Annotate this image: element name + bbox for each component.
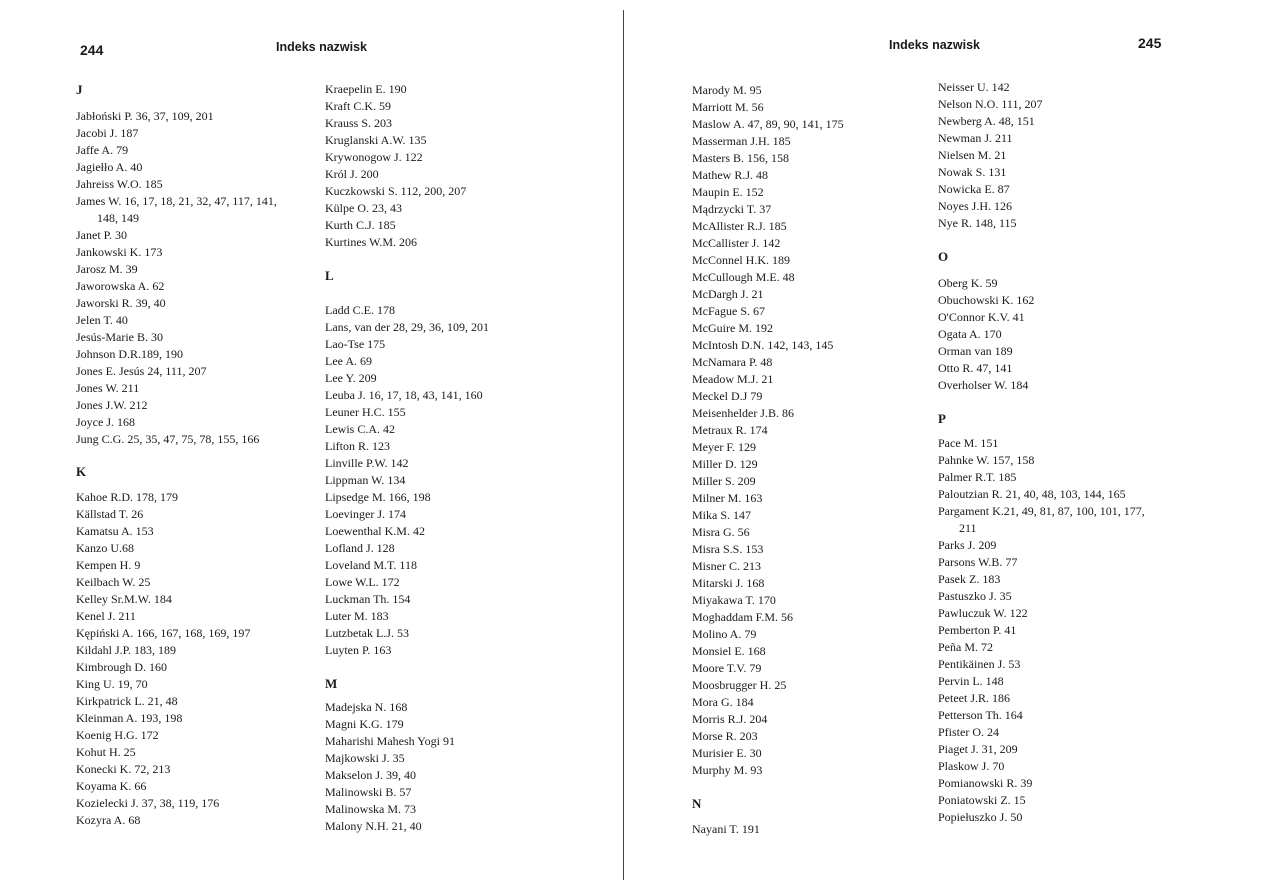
index-entry: Pasek Z. 183 bbox=[938, 572, 1001, 586]
index-entry: Molino A. 79 bbox=[692, 627, 757, 641]
index-entry: Mathew R.J. 48 bbox=[692, 168, 768, 182]
index-entry: Petterson Th. 164 bbox=[938, 708, 1023, 722]
running-head: Indeks nazwisk bbox=[276, 40, 368, 54]
index-entry: Pervin L. 148 bbox=[938, 674, 1004, 688]
index-entry: Kimbrough D. 160 bbox=[76, 660, 167, 674]
index-entry: Loveland M.T. 118 bbox=[325, 558, 417, 572]
index-entry: Palmer R.T. 185 bbox=[938, 470, 1017, 484]
index-entry: Overholser W. 184 bbox=[938, 378, 1029, 392]
index-entry: Meckel D.J 79 bbox=[692, 389, 763, 403]
index-entry: McIntosh D.N. 142, 143, 145 bbox=[692, 338, 834, 352]
index-entry: Madejska N. 168 bbox=[325, 700, 408, 714]
index-entry: Oberg K. 59 bbox=[938, 276, 998, 290]
index-entry: King U. 19, 70 bbox=[76, 677, 148, 691]
index-entry: McConnel H.K. 189 bbox=[692, 253, 790, 267]
index-entry: Jesús-Marie B. 30 bbox=[76, 330, 163, 344]
index-entry: McDargh J. 21 bbox=[692, 287, 764, 301]
index-entry: Maslow A. 47, 89, 90, 141, 175 bbox=[692, 117, 844, 131]
index-entry: Pfister O. 24 bbox=[938, 725, 999, 739]
index-entry: Kempen H. 9 bbox=[76, 558, 141, 572]
index-entry: Joyce J. 168 bbox=[76, 415, 135, 429]
index-entry: Masters B. 156, 158 bbox=[692, 151, 789, 165]
index-entry: Majkowski J. 35 bbox=[325, 751, 405, 765]
index-entry: Jabłoński P. 36, 37, 109, 201 bbox=[76, 109, 214, 123]
section-letter: L bbox=[325, 268, 334, 283]
index-entry: Leuba J. 16, 17, 18, 43, 141, 160 bbox=[325, 388, 483, 402]
index-entry: Krywonogow J. 122 bbox=[325, 150, 423, 164]
index-entry: McAllister R.J. 185 bbox=[692, 219, 787, 233]
index-entry: Jacobi J. 187 bbox=[76, 126, 139, 140]
index-entry: Jaffe A. 79 bbox=[76, 143, 129, 157]
index-entry: Keilbach W. 25 bbox=[76, 575, 151, 589]
index-entry: Jarosz M. 39 bbox=[76, 262, 138, 276]
index-entry: Moore T.V. 79 bbox=[692, 661, 762, 675]
index-entry: Lipsedge M. 166, 198 bbox=[325, 490, 431, 504]
index-entry: Leuner H.C. 155 bbox=[325, 405, 406, 419]
index-entry: Popiełuszko J. 50 bbox=[938, 810, 1023, 824]
index-entry: Nayani T. 191 bbox=[692, 822, 760, 836]
index-entry: McGuire M. 192 bbox=[692, 321, 773, 335]
index-entry: Miller S. 209 bbox=[692, 474, 756, 488]
index-entry: Lippman W. 134 bbox=[325, 473, 406, 487]
index-entry: Moosbrugger H. 25 bbox=[692, 678, 787, 692]
index-entry: Kozyra A. 68 bbox=[76, 813, 141, 827]
index-entry: Nelson N.O. 111, 207 bbox=[938, 97, 1043, 111]
index-entry: Masserman J.H. 185 bbox=[692, 134, 791, 148]
index-entry: Nye R. 148, 115 bbox=[938, 216, 1017, 230]
index-entry: Neisser U. 142 bbox=[938, 80, 1010, 94]
index-entry: Kirkpatrick L. 21, 48 bbox=[76, 694, 178, 708]
index-entry: Król J. 200 bbox=[325, 167, 379, 181]
index-entry: McCallister J. 142 bbox=[692, 236, 781, 250]
index-entry: Nowak S. 131 bbox=[938, 165, 1007, 179]
index-entry: McCullough M.E. 48 bbox=[692, 270, 795, 284]
index-entry: Obuchowski K. 162 bbox=[938, 293, 1035, 307]
index-entry: Pomianowski R. 39 bbox=[938, 776, 1033, 790]
index-entry: Magni K.G. 179 bbox=[325, 717, 404, 731]
page-divider bbox=[623, 10, 624, 880]
index-entry: Pargament K.21, 49, 81, 87, 100, 101, 177, bbox=[938, 504, 1145, 518]
index-entry: Jones W. 211 bbox=[76, 381, 140, 395]
index-entry: Loewenthal K.M. 42 bbox=[325, 524, 425, 538]
index-entry: Kępiński A. 166, 167, 168, 169, 197 bbox=[76, 626, 251, 640]
index-entry: Murisier E. 30 bbox=[692, 746, 762, 760]
index-entry: Kraepelin E. 190 bbox=[325, 82, 407, 96]
index-entry: Luter M. 183 bbox=[325, 609, 389, 623]
index-entry: Plaskow J. 70 bbox=[938, 759, 1005, 773]
index-entry: Orman van 189 bbox=[938, 344, 1013, 358]
index-entry: Marriott M. 56 bbox=[692, 100, 764, 114]
index-entry: Kelley Sr.M.W. 184 bbox=[76, 592, 172, 606]
index-entry: Lowe W.L. 172 bbox=[325, 575, 400, 589]
index-entry: Jankowski K. 173 bbox=[76, 245, 163, 259]
index-entry: Malinowski B. 57 bbox=[325, 785, 412, 799]
index-entry: Jaworski R. 39, 40 bbox=[76, 296, 166, 310]
index-entry: McNamara P. 48 bbox=[692, 355, 773, 369]
index-entry: Otto R. 47, 141 bbox=[938, 361, 1013, 375]
index-entry: Koyama K. 66 bbox=[76, 779, 147, 793]
index-entry: Newman J. 211 bbox=[938, 131, 1013, 145]
index-entry: Kruglanski A.W. 135 bbox=[325, 133, 427, 147]
index-entry: James W. 16, 17, 18, 21, 32, 47, 117, 141, bbox=[76, 194, 277, 208]
index-entry: Kildahl J.P. 183, 189 bbox=[76, 643, 177, 657]
index-entry: Lans, van der 28, 29, 36, 109, 201 bbox=[325, 320, 489, 334]
index-entry: Luyten P. 163 bbox=[325, 643, 392, 657]
index-entry: Makselon J. 39, 40 bbox=[325, 768, 416, 782]
section-letter: P bbox=[938, 411, 946, 426]
index-entry: Ogata A. 170 bbox=[938, 327, 1002, 341]
index-entry-continuation: 211 bbox=[959, 521, 977, 535]
index-entry: Meyer F. 129 bbox=[692, 440, 757, 454]
index-entry: Mora G. 184 bbox=[692, 695, 754, 709]
index-entry: Paloutzian R. 21, 40, 48, 103, 144, 165 bbox=[938, 487, 1126, 501]
index-entry: Luckman Th. 154 bbox=[325, 592, 411, 606]
index-entry: Lee A. 69 bbox=[325, 354, 372, 368]
index-entry: Marody M. 95 bbox=[692, 83, 762, 97]
index-entry: Kurtines W.M. 206 bbox=[325, 235, 418, 249]
right-page bbox=[626, 0, 1263, 893]
left-page bbox=[0, 0, 625, 893]
index-entry: Kurth C.J. 185 bbox=[325, 218, 396, 232]
index-entry: Janet P. 30 bbox=[76, 228, 127, 242]
index-entry: Kuczkowski S. 112, 200, 207 bbox=[325, 184, 467, 198]
index-entry: Jung C.G. 25, 35, 47, 75, 78, 155, 166 bbox=[76, 432, 260, 446]
index-entry: Pentikäinen J. 53 bbox=[938, 657, 1021, 671]
index-entry: Milner M. 163 bbox=[692, 491, 763, 505]
index-entry: Linville P.W. 142 bbox=[325, 456, 409, 470]
index-entry: Mądrzycki T. 37 bbox=[692, 202, 772, 216]
index-entry: Maupin E. 152 bbox=[692, 185, 764, 199]
index-entry: Pahnke W. 157, 158 bbox=[938, 453, 1035, 467]
index-entry: Pemberton P. 41 bbox=[938, 623, 1017, 637]
index-entry: Külpe O. 23, 43 bbox=[325, 201, 402, 215]
section-letter: N bbox=[692, 796, 702, 811]
index-entry: Kohut H. 25 bbox=[76, 745, 136, 759]
index-entry: Kraft C.K. 59 bbox=[325, 99, 391, 113]
index-entry: Meisenhelder J.B. 86 bbox=[692, 406, 794, 420]
index-entry: Misra G. 56 bbox=[692, 525, 750, 539]
index-entry: Konecki K. 72, 213 bbox=[76, 762, 171, 776]
index-entry: Jagiełło A. 40 bbox=[76, 160, 143, 174]
index-entry: Ladd C.E. 178 bbox=[325, 303, 395, 317]
index-entry: Lutzbetak L.J. 53 bbox=[325, 626, 409, 640]
index-entry: Kanzo U.68 bbox=[76, 541, 134, 555]
index-entry: Meadow M.J. 21 bbox=[692, 372, 774, 386]
index-entry: Noyes J.H. 126 bbox=[938, 199, 1012, 213]
index-entry: Malony N.H. 21, 40 bbox=[325, 819, 422, 833]
section-letter: K bbox=[76, 464, 87, 479]
index-entry: Peña M. 72 bbox=[938, 640, 993, 654]
index-entry: Koenig H.G. 172 bbox=[76, 728, 159, 742]
index-entry: Morris R.J. 204 bbox=[692, 712, 768, 726]
index-entry: McFague S. 67 bbox=[692, 304, 765, 318]
page-number: 245 bbox=[1138, 35, 1162, 51]
index-entry: Kahoe R.D. 178, 179 bbox=[76, 490, 178, 504]
index-entry: Miyakawa T. 170 bbox=[692, 593, 776, 607]
index-entry: Misner C. 213 bbox=[692, 559, 761, 573]
index-entry: Pastuszko J. 35 bbox=[938, 589, 1012, 603]
index-entry: Kozielecki J. 37, 38, 119, 176 bbox=[76, 796, 220, 810]
index-entry: Maharishi Mahesh Yogi 91 bbox=[325, 734, 456, 748]
index-entry: Nowicka E. 87 bbox=[938, 182, 1010, 196]
index-entry: Monsiel E. 168 bbox=[692, 644, 766, 658]
index-entry: Poniatowski Z. 15 bbox=[938, 793, 1026, 807]
index-entry: Malinowska M. 73 bbox=[325, 802, 416, 816]
index-entry: Lofland J. 128 bbox=[325, 541, 395, 555]
index-entry: Pace M. 151 bbox=[938, 436, 999, 450]
running-head: Indeks nazwisk bbox=[889, 38, 981, 52]
index-entry: Kenel J. 211 bbox=[76, 609, 136, 623]
index-entry: Jelen T. 40 bbox=[76, 313, 128, 327]
index-entry: Krauss S. 203 bbox=[325, 116, 393, 130]
index-entry: Lee Y. 209 bbox=[325, 371, 377, 385]
section-letter: J bbox=[76, 82, 83, 97]
index-entry: Metraux R. 174 bbox=[692, 423, 768, 437]
index-entry: Jones E. Jesús 24, 111, 207 bbox=[76, 364, 207, 378]
index-entry: Newberg A. 48, 151 bbox=[938, 114, 1035, 128]
index-entry: Johnson D.R.189, 190 bbox=[76, 347, 184, 361]
index-entry: Källstad T. 26 bbox=[76, 507, 144, 521]
section-letter: O bbox=[938, 249, 949, 264]
index-entry: Mika S. 147 bbox=[692, 508, 752, 522]
index-entry: Morse R. 203 bbox=[692, 729, 758, 743]
index-entry: Nielsen M. 21 bbox=[938, 148, 1007, 162]
index-entry: Jahreiss W.O. 185 bbox=[76, 177, 163, 191]
index-entry: Lao-Tse 175 bbox=[325, 337, 386, 351]
index-entry: Parks J. 209 bbox=[938, 538, 997, 552]
index-entry: Peteet J.R. 186 bbox=[938, 691, 1010, 705]
index-entry: Piaget J. 31, 209 bbox=[938, 742, 1018, 756]
index-entry: Lewis C.A. 42 bbox=[325, 422, 395, 436]
index-entry: Loevinger J. 174 bbox=[325, 507, 406, 521]
index-entry: Jaworowska A. 62 bbox=[76, 279, 165, 293]
index-entry: Mitarski J. 168 bbox=[692, 576, 765, 590]
index-entry: Murphy M. 93 bbox=[692, 763, 763, 777]
index-entry: Pawluczuk W. 122 bbox=[938, 606, 1028, 620]
index-entry-continuation: 148, 149 bbox=[97, 211, 139, 225]
index-entry: Kleinman A. 193, 198 bbox=[76, 711, 183, 725]
index-entry: Parsons W.B. 77 bbox=[938, 555, 1018, 569]
index-entry: Misra S.S. 153 bbox=[692, 542, 764, 556]
index-entry: O'Connor K.V. 41 bbox=[938, 310, 1025, 324]
index-entry: Moghaddam F.M. 56 bbox=[692, 610, 794, 624]
section-letter: M bbox=[325, 676, 338, 691]
index-entry: Lifton R. 123 bbox=[325, 439, 390, 453]
index-entry: Jones J.W. 212 bbox=[76, 398, 148, 412]
index-entry: Kamatsu A. 153 bbox=[76, 524, 154, 538]
index-entry: Miller D. 129 bbox=[692, 457, 758, 471]
page-number: 244 bbox=[80, 42, 104, 58]
